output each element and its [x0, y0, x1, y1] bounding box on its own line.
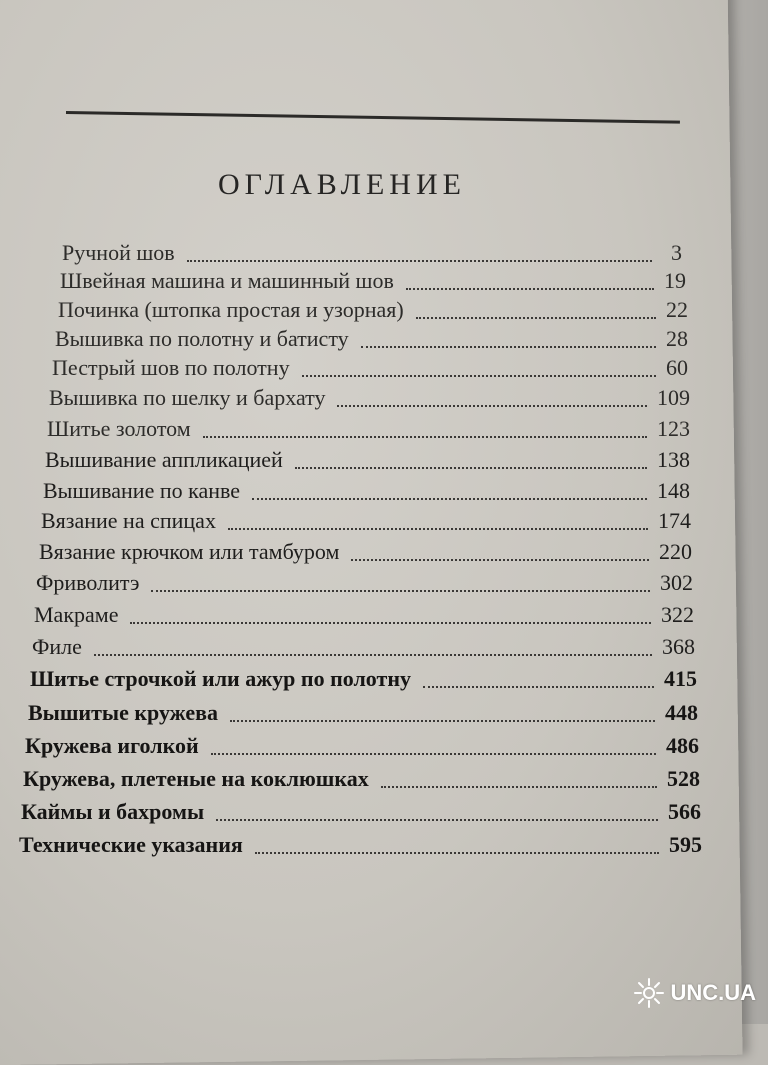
toc-entry [45, 447, 690, 475]
toc-entry-label: Макраме [34, 602, 119, 627]
toc-entry-page: 123 [657, 416, 690, 441]
toc-entry-page: 486 [666, 733, 699, 758]
toc-entry-label: Ручной шов [62, 240, 175, 265]
dot-leader [361, 346, 656, 348]
toc-entry-label: Вышитые кружева [28, 700, 218, 725]
toc-entry [60, 268, 686, 296]
toc-entry [47, 416, 690, 444]
toc-entry-label: Пестрый шов по полотну [52, 355, 290, 380]
dot-leader [255, 852, 659, 854]
dot-leader [151, 590, 650, 592]
toc-entry-label: Вышивка по шелку и бархату [49, 385, 326, 410]
toc-entry-page: 148 [657, 478, 690, 503]
watermark-text: UNC.UA [670, 980, 756, 1005]
toc-entry-label: Филе [32, 634, 82, 659]
toc-entry-page: 28 [666, 326, 688, 351]
toc-entry [55, 326, 688, 354]
toc-entry-label: Каймы и бахромы [21, 799, 205, 824]
toc-entry [30, 666, 697, 694]
toc-entry-page: 19 [664, 268, 686, 293]
toc-entry-label: Вышивка по полотну и батисту [55, 326, 349, 351]
dot-leader [423, 686, 654, 688]
toc-entry-page: 415 [664, 666, 697, 691]
toc-entry-label: Кружева, плетеные на коклюшках [23, 766, 369, 791]
dot-leader [351, 559, 649, 561]
toc-entry-page: 174 [658, 508, 691, 533]
toc-entry [49, 385, 690, 413]
toc-entry-page: 302 [660, 570, 693, 595]
toc-entry [43, 478, 690, 506]
toc-entry-page: 220 [659, 539, 692, 564]
toc-entry-label: Вышивание по канве [43, 478, 241, 503]
toc-entry-page: 595 [669, 832, 702, 857]
dot-leader [203, 436, 647, 438]
toc-entry [21, 799, 701, 827]
dot-leader [337, 405, 647, 407]
dot-leader [216, 819, 658, 821]
toc-entry-page: 528 [667, 766, 700, 791]
toc-entry-label: Вышивание аппликацией [45, 447, 283, 472]
toc-entry [19, 832, 702, 860]
toc-entry-label: Вязание на спицах [41, 508, 216, 533]
dot-leader [302, 375, 656, 377]
dot-leader [406, 288, 654, 290]
toc-entry [28, 700, 698, 728]
toc-entry-page: 3 [671, 240, 682, 265]
dot-leader [295, 467, 647, 469]
toc-entry [39, 539, 692, 567]
toc-entry [25, 733, 699, 761]
sunburst-logo-icon [632, 976, 666, 1010]
toc-entry [41, 508, 691, 536]
dot-leader [130, 622, 651, 624]
toc-entry-page: 566 [668, 799, 701, 824]
toc-entry-page: 448 [665, 700, 698, 725]
toc-entry-label: Шитье золотом [47, 416, 191, 441]
dot-leader [94, 654, 652, 656]
toc-entry [52, 355, 688, 383]
toc-entry-label: Починка (штопка простая и узорная) [58, 297, 404, 322]
toc-entry [58, 297, 688, 325]
dot-leader [187, 260, 652, 262]
page-title: ОГЛАВЛЕНИЕ [218, 168, 466, 201]
dot-leader [416, 317, 656, 319]
toc-entry-page: 138 [657, 447, 690, 472]
toc-entry-page: 322 [661, 602, 694, 627]
toc-entry-page: 368 [662, 634, 695, 659]
toc-entry [36, 570, 693, 598]
toc-entry-label: Кружева иголкой [25, 733, 199, 758]
toc-entry-label: Технические указания [19, 832, 243, 857]
toc-entry-label: Швейная машина и машинный шов [60, 268, 394, 293]
toc-entry-label: Вязание крючком или тамбуром [39, 539, 340, 564]
toc-entry [32, 634, 695, 662]
toc-entry [23, 766, 700, 794]
toc-entry-label: Шитье строчкой или ажур по полотну [30, 666, 411, 691]
toc-entry [34, 602, 694, 630]
dot-leader [252, 498, 647, 500]
toc-entry-page: 22 [666, 297, 688, 322]
toc-entry-label: Фриволитэ [36, 570, 140, 595]
site-watermark [632, 976, 756, 1010]
dot-leader [230, 720, 655, 722]
dot-leader [211, 753, 656, 755]
dot-leader [228, 528, 648, 530]
toc-entry [62, 240, 682, 268]
dot-leader [381, 786, 657, 788]
toc-entry-page: 109 [657, 385, 690, 410]
toc-entry-page: 60 [666, 355, 688, 380]
